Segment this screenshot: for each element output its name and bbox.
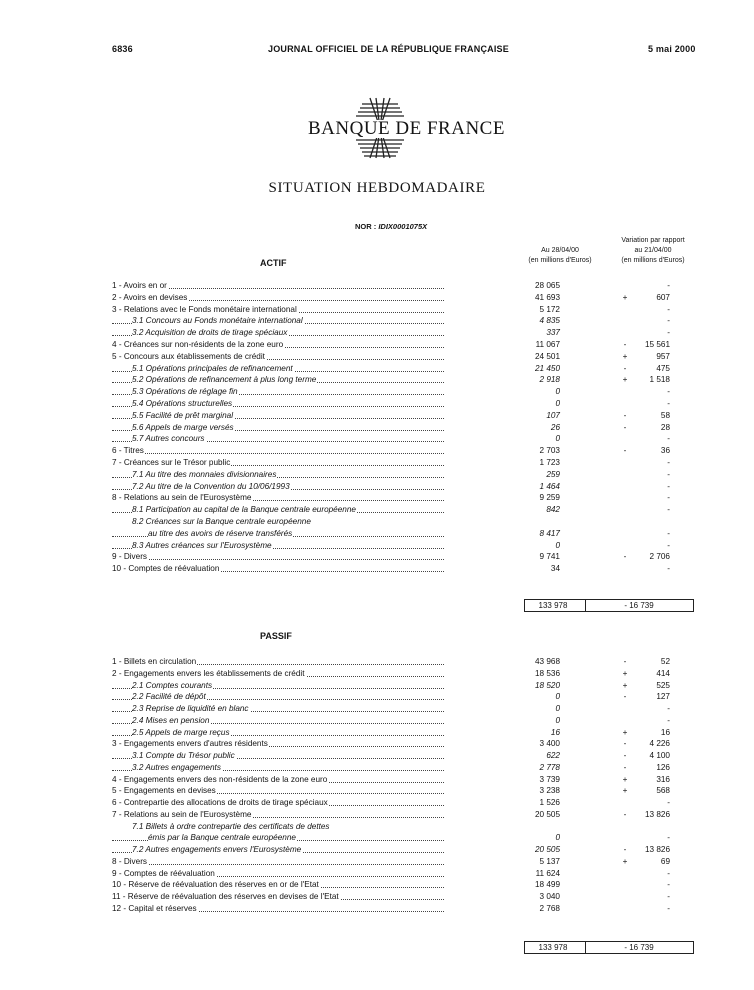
row-value: 2 703: [539, 446, 560, 456]
row-label-text: 2.3 Reprise de liquidité en blanc: [132, 704, 249, 713]
row-variation: 957: [656, 351, 670, 361]
row-label-text: 3 - Engagements envers d'autres résidents: [112, 739, 268, 749]
row-label: [112, 551, 444, 562]
value-col-unit: (en millions d'Euros): [528, 257, 592, 264]
row-variation-sign: +: [622, 375, 628, 385]
row-variation: -: [667, 892, 670, 901]
total-separator: [585, 942, 586, 953]
row-label: [112, 891, 444, 902]
row-label-text: 8 - Relations au sein de l'Eurosystème: [112, 493, 252, 503]
row-variation: 1 518: [649, 375, 670, 385]
table-row: [112, 809, 712, 820]
row-variation: -: [667, 868, 670, 878]
table-row: [112, 516, 712, 527]
passif-total-box: [524, 941, 694, 954]
row-label: [112, 903, 444, 914]
row-label: [112, 327, 444, 338]
row-variation-sign: -: [623, 692, 627, 702]
row-variation: -: [667, 281, 670, 290]
row-label: [112, 363, 444, 374]
row-label: [112, 304, 444, 315]
row-value: 28 065: [534, 281, 560, 290]
row-label-text: 7 - Relations au sein de l'Eurosystème: [112, 809, 252, 819]
total-separator: [585, 600, 586, 611]
row-label: [112, 351, 444, 362]
row-variation-sign: -: [623, 739, 627, 749]
table-row: [112, 445, 712, 456]
row-value: 337: [546, 328, 560, 338]
row-value: 41 693: [534, 292, 560, 302]
row-label: [112, 738, 444, 749]
row-value: 18 499: [534, 880, 560, 890]
row-variation: -: [667, 434, 670, 444]
row-label: [112, 528, 444, 539]
row-value: 0: [555, 704, 560, 713]
row-label-text: 7.1 Au titre des monnaies divisionnaires: [132, 469, 277, 479]
actif-total-box: [524, 599, 694, 612]
row-label-text: 8 - Divers: [112, 856, 148, 866]
table-row: [112, 738, 712, 749]
table-row: [112, 656, 712, 667]
var-col-line1: Variation par rapport: [621, 237, 685, 244]
row-value: 20 505: [534, 845, 560, 854]
row-variation: -: [667, 399, 670, 408]
row-label: [112, 504, 444, 515]
row-label: [112, 703, 444, 714]
row-value: 3 238: [539, 786, 560, 796]
passif-total: 133 978: [538, 943, 568, 952]
row-variation: -: [667, 540, 670, 550]
row-variation-sign: -: [623, 809, 627, 819]
table-row: [112, 410, 712, 421]
row-label-text: 4 - Engagements envers des non-résidents de la zone euro: [112, 774, 328, 784]
row-label: [112, 844, 444, 855]
row-label-text: 5.6 Appels de marge versés: [132, 422, 234, 432]
row-variation-sign: +: [622, 856, 628, 866]
value-column-header: [520, 246, 600, 266]
table-row: [112, 315, 712, 326]
row-label: [112, 445, 444, 456]
page-number: 6836: [112, 44, 133, 54]
row-label: [112, 398, 444, 409]
nor-reference: [355, 222, 427, 231]
row-label-text: 9 - Comptes de réévaluation: [112, 868, 215, 878]
row-value: 16: [550, 727, 560, 737]
actif-total-variation: - 16 739: [624, 601, 654, 610]
row-variation: 36: [660, 446, 670, 456]
row-variation: 316: [656, 774, 670, 784]
row-label-text: 5.5 Facilité de prêt marginal: [132, 410, 234, 420]
row-value: 34: [550, 564, 560, 574]
row-value: 0: [555, 692, 560, 702]
row-label-text: 8.3 Autres créances sur l'Eurosystème: [132, 540, 272, 550]
row-label-text: 5.4 Opérations structurelles: [132, 399, 233, 408]
row-label: [112, 516, 444, 527]
row-value: 4 835: [539, 316, 560, 326]
table-row: [112, 715, 712, 726]
row-value: 2 768: [539, 903, 560, 913]
row-label: [112, 339, 444, 350]
row-value: 2 778: [539, 762, 560, 772]
table-row: [112, 339, 712, 350]
row-value: 0: [555, 715, 560, 725]
row-label: [112, 715, 444, 726]
row-variation: 568: [656, 786, 670, 796]
row-label-text: 3.1 Compte du Trésor public: [132, 751, 235, 760]
row-label: [112, 680, 444, 691]
row-variation: 4 226: [649, 739, 670, 749]
table-row: [112, 292, 712, 303]
row-label: [112, 762, 444, 773]
table-row: [112, 891, 712, 902]
table-row: [112, 774, 712, 785]
row-label-text: 12 - Capital et réserves: [112, 903, 197, 913]
table-row: [112, 821, 712, 832]
row-variation-sign: -: [623, 657, 627, 666]
row-label-text: 2.1 Comptes courants: [132, 680, 213, 690]
row-value: 24 501: [534, 351, 560, 361]
row-label: [112, 774, 444, 785]
row-label-text: 5.3 Opérations de réglage fin: [132, 387, 238, 397]
variation-column-header: [608, 236, 698, 266]
row-variation: -: [667, 528, 670, 538]
table-row: [112, 481, 712, 492]
row-variation: -: [667, 564, 670, 574]
passif-heading: PASSIF: [260, 631, 292, 641]
row-variation-sign: +: [622, 786, 628, 796]
row-variation: 127: [656, 692, 670, 702]
row-value: 9 259: [539, 493, 560, 503]
row-label: [112, 868, 444, 879]
table-row: [112, 551, 712, 562]
row-variation: -: [667, 715, 670, 725]
actif-heading: ACTIF: [260, 258, 287, 268]
table-row: [112, 563, 712, 574]
journal-title: JOURNAL OFFICIEL DE LA RÉPUBLIQUE FRANÇAISE: [268, 44, 509, 54]
row-label-text: 8.1 Participation au capital de la Banque centrale européenne: [132, 505, 356, 515]
row-value: 259: [546, 469, 560, 479]
row-label: [112, 750, 444, 761]
table-row: [112, 363, 712, 374]
row-label: [112, 540, 444, 551]
row-label-text: 4 - Créances sur non-résidents de la zone euro: [112, 340, 284, 349]
table-row: [112, 691, 712, 702]
row-label: [112, 727, 444, 738]
table-row: [112, 879, 712, 890]
table-row: [112, 703, 712, 714]
row-value: 20 505: [534, 809, 560, 819]
row-variation-sign: +: [622, 351, 628, 361]
row-variation: -: [667, 833, 670, 843]
row-variation: 28: [660, 422, 670, 432]
row-label-text: 7.2 Au titre de la Convention du 10/06/1993: [132, 481, 290, 491]
row-value: 0: [555, 540, 560, 550]
row-value: 11 624: [535, 868, 560, 878]
row-value: 0: [555, 399, 560, 408]
row-variation: -: [667, 880, 670, 890]
row-label-text: 5 - Concours aux établissements de crédit: [112, 351, 265, 361]
row-label-text: 7 - Créances sur le Trésor public: [112, 458, 231, 467]
row-label-text: 3.1 Concours au Fonds monétaire international: [132, 316, 303, 326]
table-row: [112, 351, 712, 362]
row-variation: 13 826: [644, 809, 670, 819]
row-variation: 2 706: [649, 552, 670, 562]
table-row: [112, 528, 712, 539]
row-label: [112, 386, 444, 397]
row-variation: 126: [656, 762, 670, 772]
row-value: 9 741: [539, 552, 560, 562]
row-variation-sign: -: [623, 845, 627, 854]
row-label-text: 10 - Comptes de réévaluation: [112, 564, 220, 574]
row-label-text: 5 - Engagements en devises: [112, 786, 216, 796]
row-variation: 525: [656, 680, 670, 690]
table-row: [112, 844, 712, 855]
row-value: 0: [555, 434, 560, 444]
row-variation: -: [667, 387, 670, 397]
row-label: [112, 374, 444, 385]
row-variation: -: [667, 704, 670, 713]
row-value: 842: [546, 505, 560, 515]
table-row: [112, 398, 712, 409]
row-label-text: au titre des avoirs de réserve transférés: [148, 528, 293, 538]
row-label-text: 6 - Titres: [112, 446, 144, 456]
row-value: 1 464: [539, 481, 560, 491]
row-label-text: 3.2 Autres engagements: [132, 762, 221, 772]
row-label: [112, 856, 444, 867]
row-variation: -: [667, 481, 670, 491]
row-value: 18 520: [534, 680, 560, 690]
row-variation-sign: -: [623, 552, 627, 562]
table-row: [112, 492, 712, 503]
row-label-text: 1 - Billets en circulation: [112, 657, 197, 666]
row-label: [112, 457, 444, 468]
table-row: [112, 856, 712, 867]
value-col-date: Au 28/04/00: [541, 247, 579, 254]
row-label: [112, 656, 444, 667]
row-label: [112, 809, 444, 820]
row-value: 0: [555, 833, 560, 843]
row-label-text: 10 - Réserve de réévaluation des réserves en or de l'Etat: [112, 880, 319, 890]
row-label-text: émis par la Banque centrale européenne: [148, 833, 296, 843]
table-row: [112, 903, 712, 914]
table-row: [112, 280, 712, 291]
table-row: [112, 785, 712, 796]
document-title: SITUATION HEBDOMADAIRE: [268, 180, 486, 196]
row-variation: 475: [656, 363, 670, 373]
issue-date: 5 mai 2000: [648, 44, 696, 54]
table-row: [112, 797, 712, 808]
row-variation: 15 561: [644, 340, 670, 349]
table-row: [112, 504, 712, 515]
row-label: [112, 469, 444, 480]
row-label: [112, 668, 444, 679]
row-variation: 414: [656, 668, 670, 678]
row-variation: -: [667, 458, 670, 467]
row-variation-sign: -: [623, 410, 627, 420]
row-variation-sign: -: [623, 422, 627, 432]
table-row: [112, 727, 712, 738]
row-label: [112, 492, 444, 503]
row-value: 5 137: [539, 856, 560, 866]
table-row: [112, 386, 712, 397]
row-label: [112, 797, 444, 808]
table-row: [112, 469, 712, 480]
row-label-text: 1 - Avoirs en or: [112, 281, 167, 290]
row-value: 18 536: [534, 668, 560, 678]
row-label: [112, 832, 444, 843]
row-value: 0: [555, 387, 560, 397]
row-value: 5 172: [539, 304, 560, 314]
row-variation: -: [667, 505, 670, 515]
row-label: [112, 481, 444, 492]
table-row: [112, 422, 712, 433]
row-label-text: 7.1 Billets à ordre contrepartie des certificats de dettes: [132, 821, 330, 831]
row-variation-sign: -: [623, 340, 627, 349]
row-variation-sign: +: [622, 727, 628, 737]
table-row: [112, 668, 712, 679]
row-variation: 13 826: [644, 845, 670, 854]
table-row: [112, 750, 712, 761]
table-row: [112, 433, 712, 444]
row-variation-sign: -: [623, 363, 627, 373]
var-col-unit: (en millions d'Euros): [621, 257, 685, 264]
row-variation-sign: -: [623, 751, 627, 760]
row-label-text: 2 - Engagements envers les établissements de crédit: [112, 668, 305, 678]
row-variation: 16: [660, 727, 670, 737]
var-col-line2: au 21/04/00: [634, 247, 672, 254]
row-value: 21 450: [534, 363, 560, 373]
row-label: [112, 422, 444, 433]
table-row: [112, 762, 712, 773]
table-row: [112, 304, 712, 315]
row-value: 3 400: [539, 739, 560, 749]
row-label: [112, 433, 444, 444]
row-variation: -: [667, 469, 670, 479]
row-label: [112, 691, 444, 702]
row-label-text: 5.1 Opérations principales de refinancement: [132, 363, 293, 373]
table-row: [112, 457, 712, 468]
row-label-text: 3.2 Acquisition de droits de tirage spéciaux: [132, 328, 288, 338]
row-value: 107: [546, 410, 560, 420]
row-variation-sign: +: [622, 292, 628, 302]
row-value: 1 723: [539, 458, 560, 467]
row-value: 1 526: [539, 798, 560, 807]
table-row: [112, 540, 712, 551]
row-value: 26: [550, 422, 560, 432]
table-row: [112, 832, 712, 843]
row-variation: -: [667, 328, 670, 338]
row-label: [112, 410, 444, 421]
row-label-text: 7.2 Autres engagements envers l'Eurosystème: [132, 845, 302, 854]
row-label-text: 6 - Contrepartie des allocations de droits de tirage spéciaux: [112, 798, 328, 807]
passif-total-variation: - 16 739: [624, 943, 654, 952]
row-label-text: 2.4 Mises en pension: [132, 715, 210, 725]
row-variation: -: [667, 903, 670, 913]
row-variation: 4 100: [649, 751, 670, 760]
row-label-text: 2 - Avoirs en devises: [112, 292, 188, 302]
row-variation: -: [667, 304, 670, 314]
row-variation: -: [667, 493, 670, 503]
row-variation-sign: +: [622, 668, 628, 678]
row-variation: 58: [660, 410, 670, 420]
row-variation: -: [667, 316, 670, 326]
row-label: [112, 280, 444, 291]
row-label-text: 11 - Réserve de réévaluation des réserves en devises de l'Etat: [112, 892, 339, 901]
row-variation-sign: +: [622, 680, 628, 690]
row-variation: 607: [656, 292, 670, 302]
row-label: [112, 785, 444, 796]
row-label-text: 5.7 Autres concours: [132, 434, 205, 444]
row-variation: -: [667, 798, 670, 807]
banque-de-france-logo: [300, 96, 505, 166]
row-variation-sign: +: [622, 774, 628, 784]
table-row: [112, 868, 712, 879]
nor-code: IDIX0001075X: [378, 222, 428, 231]
row-label-text: 2.2 Facilité de dépôt: [132, 692, 206, 702]
row-value: 3 739: [539, 774, 560, 784]
row-label-text: 9 - Divers: [112, 552, 148, 562]
row-variation-sign: -: [623, 762, 627, 772]
row-label: [112, 563, 444, 574]
row-value: 43 968: [534, 657, 560, 666]
actif-total: 133 978: [538, 601, 568, 610]
row-value: 622: [546, 751, 560, 760]
nor-label: NOR :: [355, 222, 377, 231]
row-label: [112, 821, 444, 832]
row-label-text: 3 - Relations avec le Fonds monétaire international: [112, 304, 297, 314]
row-label: [112, 879, 444, 890]
row-value: 11 067: [535, 340, 560, 349]
row-variation: 52: [660, 657, 670, 666]
table-row: [112, 327, 712, 338]
row-label-text: 8.2 Créances sur la Banque centrale européenne: [132, 517, 311, 526]
table-row: [112, 680, 712, 691]
row-value: 8 417: [539, 528, 560, 538]
row-label: [112, 292, 444, 303]
row-variation: 69: [660, 856, 670, 866]
row-label-text: 2.5 Appels de marge reçus: [132, 727, 230, 737]
row-variation-sign: -: [623, 446, 627, 456]
logo-text: BANQUE DE FRANCE: [308, 118, 505, 139]
table-row: [112, 374, 712, 385]
row-value: 3 040: [539, 892, 560, 901]
row-value: 2 918: [539, 375, 560, 385]
row-label: [112, 315, 444, 326]
row-label-text: 5.2 Opérations de refinancement à plus long terme: [132, 375, 317, 385]
